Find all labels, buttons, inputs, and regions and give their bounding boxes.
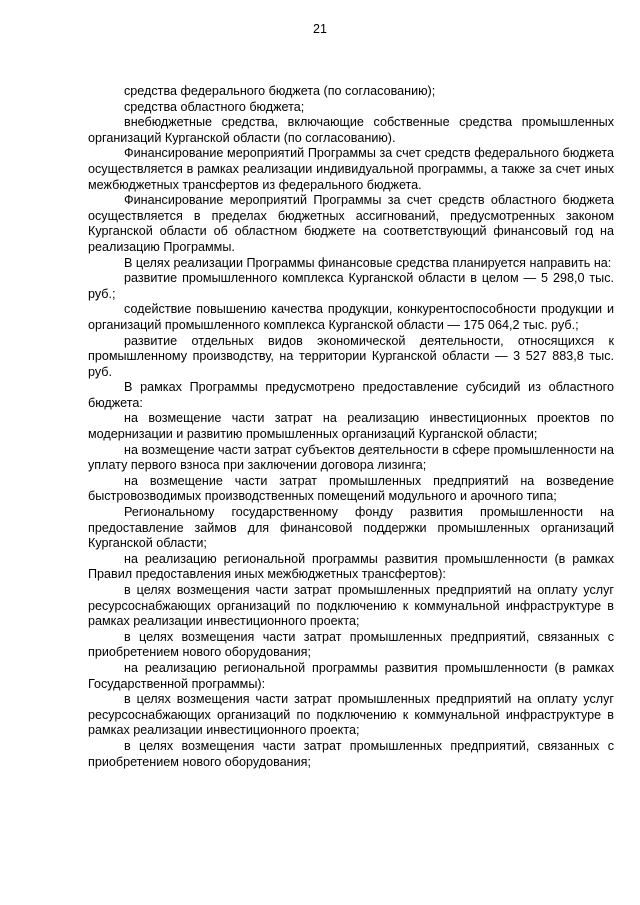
paragraph-federal-budget-funds: средства федерального бюджета (по согласованию);	[124, 84, 436, 98]
paragraph-regional-program-state: на реализацию региональной программы развития промышленности (в рамках Государственной программы):	[88, 660, 614, 691]
paragraph-utility-connection-costs-2: в целях возмещения части затрат промышленных предприятий на оплату услуг ресурсоснабжающих организаций по подключению к коммунальной инфраструктуре в рамках реализации инвестиционного проекта;	[88, 692, 614, 738]
paragraph-subsidy-leasing: на возмещение части затрат субъектов деятельности в сфере промышленности на уплату первого взноса при заключении договора лизинга;	[88, 442, 615, 473]
paragraph-utility-connection-costs-1: в целях возмещения части затрат промышленных предприятий на оплату услуг ресурсоснабжающих организаций по подключению к коммунальной инфраструктуре в рамках реализации инвестиционного проекта;	[88, 583, 614, 629]
paragraph-extrabudgetary-funds: внебюджетные средства, включающие собственные средства промышленных организаций Курганской области (по согласованию).	[88, 115, 614, 145]
paragraph-federal-financing: Финансирование мероприятий Программы за счет средств федерального бюджета осуществляется в рамках реализации индивидуальной программы, а также за счет иных межбюджетных трансфертов из федерального бюджета.	[88, 146, 614, 192]
paragraph-new-equipment-costs-1: в целях возмещения части затрат промышленных предприятий, связанных с приобретением нового оборудования;	[88, 629, 614, 660]
paragraph-subsidy-investment-projects: на возмещение части затрат на реализацию инвестиционных проектов по модернизации и развитию промышленных организаций Курганской области;	[88, 411, 614, 442]
paragraph-funds-directed-to: В целях реализации Программы финансовые средства планируется направить на:	[124, 255, 612, 270]
paragraph-quality-competitiveness: содействие повышению качества продукции, конкурентоспособности продукции и организаций промышленного комплекса Курганской области — 175 064,2 тыс. руб.;	[88, 302, 614, 332]
page-number: 21	[313, 22, 327, 36]
paragraph-economic-activity-development: развитие отдельных видов экономической деятельности, относящихся к промышленному производству, на территории Курганской области — 3 527 883,8 тыс. руб.	[88, 333, 614, 379]
document-body	[88, 84, 614, 770]
paragraph-subsidies-intro: В рамках Программы предусмотрено предоставление субсидий из областного бюджета:	[88, 380, 614, 410]
paragraph-industrial-complex-development: развитие промышленного комплекса Курганской области в целом — 5 298,0 тыс. руб.;	[88, 271, 614, 301]
paragraph-subsidy-modular-buildings: на возмещение части затрат промышленных предприятий на возведение быстровозводимых производственных помещений модульного и арочного типа;	[88, 473, 614, 504]
paragraph-new-equipment-costs-2: в целях возмещения части затрат промышленных предприятий, связанных с приобретением нового оборудования;	[88, 738, 614, 769]
paragraph-regional-financing: Финансирование мероприятий Программы за счет средств областного бюджета осуществляется в пределах бюджетных ассигнований, предусмотренных законом Курганской области об областном бюджете на соответствующий финансовый год на реализацию Программы.	[88, 193, 614, 254]
paragraph-regional-industry-fund: Региональному государственному фонду развития промышленности на предоставление займов для финансовой поддержки промышленных организаций Курганской области;	[88, 505, 614, 551]
paragraph-regional-program-transfers: на реализацию региональной программы развития промышленности (в рамках Правил предоставления иных межбюджетных трансфертов):	[88, 551, 614, 582]
paragraph-regional-budget-funds: средства областного бюджета;	[124, 99, 305, 114]
